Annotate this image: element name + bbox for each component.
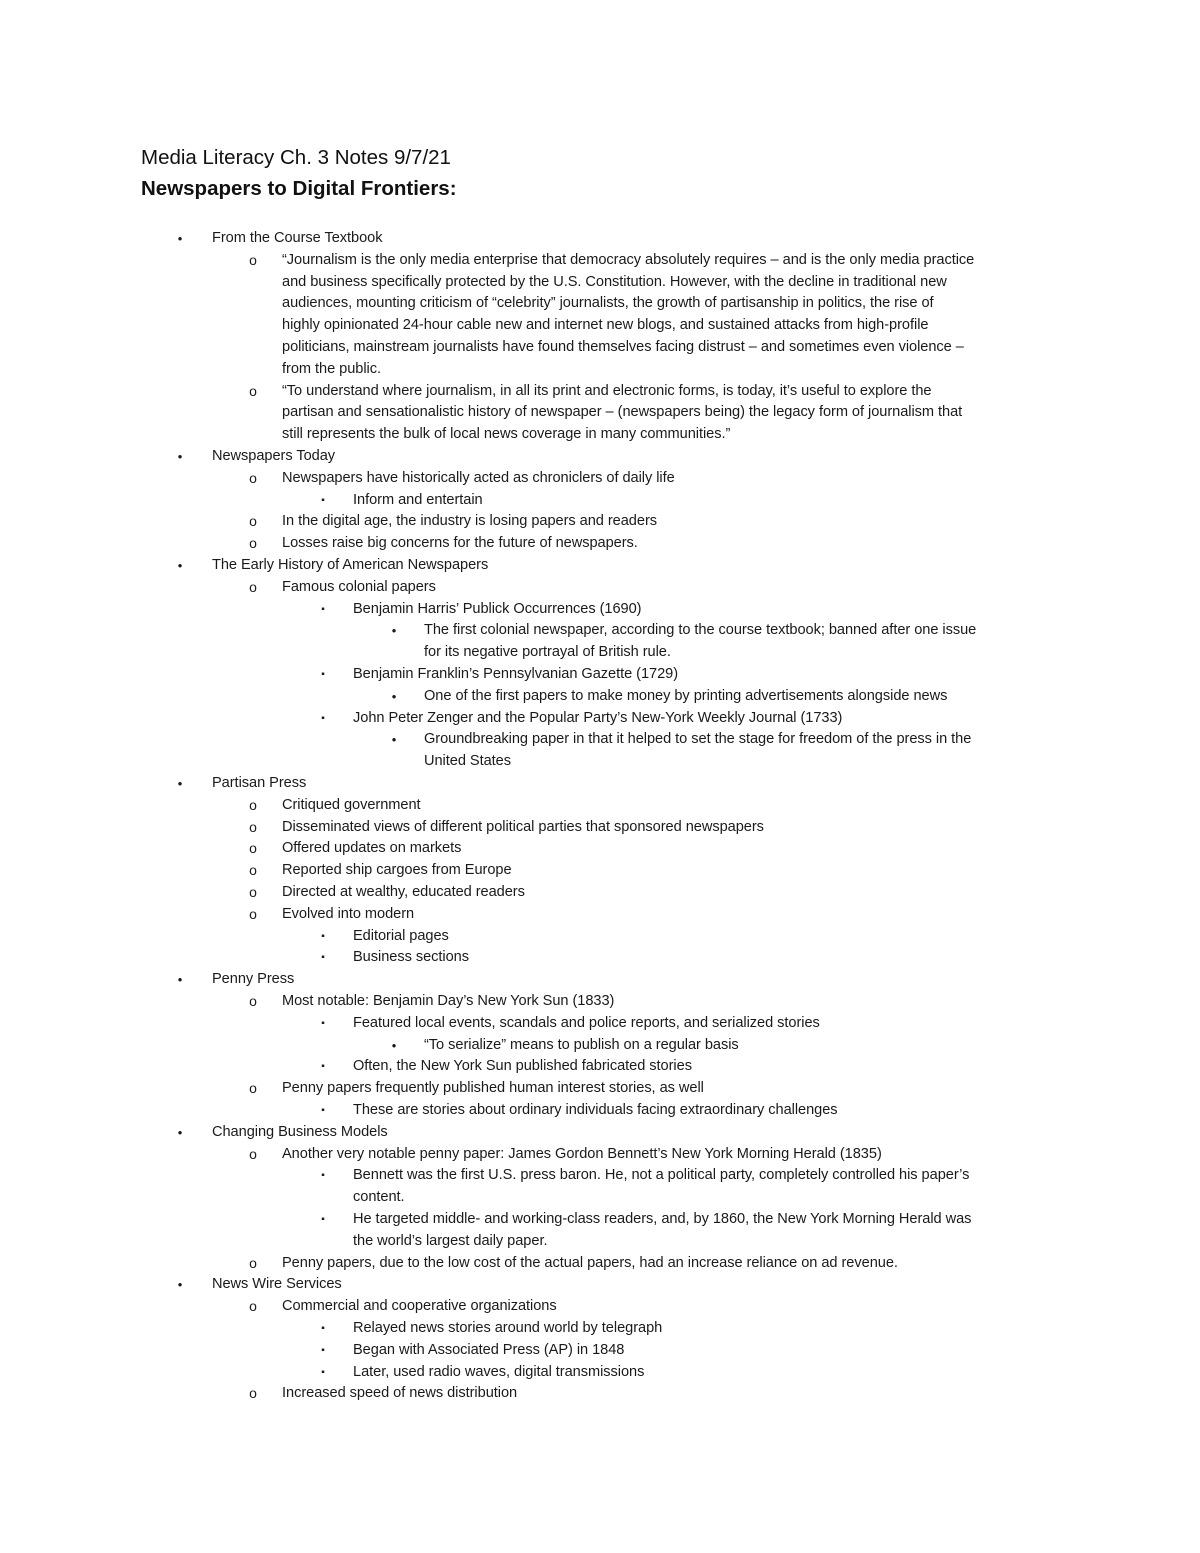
outline-line-level-2: Disseminated views of different political parties that sponsored newspapers xyxy=(282,818,764,835)
outline-line-level-2: Evolved into modern xyxy=(282,905,415,922)
bullet-marker: ▪ xyxy=(321,1344,325,1356)
bullet-marker: o xyxy=(249,840,257,857)
bullet-marker: • xyxy=(177,231,183,246)
outline-line-level-2: partisan and sensationalistic history of newspaper – (newspapers being) the legacy form of journalism that xyxy=(282,404,963,421)
bullet-marker: • xyxy=(391,688,397,704)
bullet-marker: • xyxy=(391,732,397,748)
outline-line-level-1: Changing Business Models xyxy=(212,1123,388,1140)
bullet-marker: o xyxy=(249,993,257,1009)
outline-line-level-1: The Early History of American Newspapers xyxy=(212,557,489,573)
bullet-marker: o xyxy=(249,578,257,595)
outline-line-level-3: content. xyxy=(353,1189,405,1206)
outline-line-level-2: Another very notable penny paper: James Gordon Bennett’s New York Morning Herald (1835) xyxy=(282,1145,882,1162)
outline-line-level-1: From the Course Textbook xyxy=(212,230,383,246)
bullet-marker: o xyxy=(249,1298,257,1315)
outline-line-level-2: and business specifically protected by the U.S. Constitution. However, with the decline in traditional new xyxy=(282,273,947,290)
outline-line-level-2: Critiqued government xyxy=(282,796,421,813)
outline-line-level-3: These are stories about ordinary individuals facing extraordinary challenges xyxy=(353,1102,838,1118)
bullet-marker: ▪ xyxy=(321,1105,325,1116)
outline-line-level-2: highly opinionated 24-hour cable new and internet new blogs, and sustained attacks from high-profile xyxy=(282,317,929,334)
outline-line-level-2: from the public. xyxy=(282,360,381,377)
outline-line-level-4: The first colonial newspaper, according to the course textbook; banned after one issue xyxy=(424,622,977,639)
outline-line-level-3: Relayed news stories around world by telegraph xyxy=(353,1320,663,1336)
bullet-marker: ▪ xyxy=(321,1214,325,1225)
outline-line-level-3: Featured local events, scandals and police reports, and serialized stories xyxy=(353,1014,820,1031)
outline-line-level-2: “Journalism is the only media enterprise that democracy absolutely requires – and is the only media practice xyxy=(282,251,975,268)
outline-line-level-2: Penny papers, due to the low cost of the actual papers, had an increase reliance on ad revenue. xyxy=(282,1254,898,1271)
outline-line-level-3: He targeted middle- and working-class readers, and, by 1860, the New York Morning Herald was xyxy=(353,1211,972,1227)
bullet-marker: o xyxy=(249,251,257,268)
bullet-marker: o xyxy=(249,884,257,900)
bullet-marker: o xyxy=(249,796,257,813)
outline-line-level-4: for its negative portrayal of British rule. xyxy=(424,644,671,661)
outline-line-level-2: Famous colonial papers xyxy=(282,578,436,595)
outline-line-level-1: Partisan Press xyxy=(212,775,307,791)
outline-line-level-4: One of the first papers to make money by printing advertisements alongside news xyxy=(424,687,948,704)
outline-line-level-3: Benjamin Harris’ Publick Occurrences (1690) xyxy=(353,600,642,617)
outline-line-level-2: Increased speed of news distribution xyxy=(282,1385,518,1402)
bullet-marker: • xyxy=(177,1277,183,1293)
outline-line-level-3: Business sections xyxy=(353,949,469,966)
outline-line-level-3: John Peter Zenger and the Popular Party’s New-York Weekly Journal (1733) xyxy=(353,709,843,726)
bullet-marker: o xyxy=(249,905,257,922)
bullet-marker: • xyxy=(391,1037,397,1053)
outline-line-level-3: Inform and entertain xyxy=(353,491,483,508)
outline-line-level-3: Later, used radio waves, digital transmissions xyxy=(353,1363,645,1380)
outline-line-level-2: Penny papers frequently published human interest stories, as well xyxy=(282,1080,704,1097)
bullet-marker: ▪ xyxy=(321,1017,325,1029)
bullet-marker: o xyxy=(249,469,257,486)
bullet-marker: ▪ xyxy=(321,1061,325,1073)
outline-line-level-3: Often, the New York Sun published fabricated stories xyxy=(353,1058,692,1075)
bullet-marker: o xyxy=(249,1254,257,1271)
bullet-marker: • xyxy=(391,623,397,639)
outline-line-level-4: “To serialize” means to publish on a regular basis xyxy=(424,1036,739,1053)
outline-line-level-2: Newspapers have historically acted as chroniclers of daily life xyxy=(282,469,675,486)
outline-line-level-1: Newspapers Today xyxy=(212,448,336,464)
outline-line-level-2: Losses raise big concerns for the future of newspapers. xyxy=(282,535,638,552)
bullet-marker: ▪ xyxy=(321,712,325,724)
outline-line-level-3: Bennett was the first U.S. press baron. He, not a political party, completely controlled his paper’s xyxy=(353,1167,970,1184)
bullet-marker: o xyxy=(249,818,257,835)
outline-line-level-1: Penny Press xyxy=(212,971,295,988)
outline-line-level-2: Offered updates on markets xyxy=(282,840,462,857)
outline-line-level-2: “To understand where journalism, in all its print and electronic forms, is today, it’s useful to explore the xyxy=(282,382,932,399)
bullet-marker: ▪ xyxy=(321,669,325,680)
page-subtitle: Newspapers to Digital Frontiers: xyxy=(141,177,457,200)
bullet-marker: • xyxy=(177,1124,183,1140)
bullet-marker: o xyxy=(249,1145,257,1162)
bullet-marker: • xyxy=(177,449,183,464)
outline-line-level-2: In the digital age, the industry is losing papers and readers xyxy=(282,513,657,530)
outline-line-level-1: News Wire Services xyxy=(212,1276,342,1293)
bullet-marker: o xyxy=(249,382,257,399)
bullet-marker: ▪ xyxy=(321,1170,325,1182)
bullet-marker: ▪ xyxy=(321,930,325,942)
bullet-marker: ▪ xyxy=(321,603,325,615)
bullet-marker: o xyxy=(249,1385,257,1402)
outline-line-level-2: still represents the bulk of local news coverage in many communities.” xyxy=(282,426,731,443)
outline-line-level-4: United States xyxy=(424,753,511,770)
bullet-marker: • xyxy=(177,558,183,573)
bullet-marker: • xyxy=(177,776,183,791)
outline-line-level-3: Benjamin Franklin’s Pennsylvanian Gazette (1729) xyxy=(353,666,679,682)
outline-line-level-3: Began with Associated Press (AP) in 1848 xyxy=(353,1341,625,1358)
page-title: Media Literacy Ch. 3 Notes 9/7/21 xyxy=(141,146,451,169)
outline-line-level-4: Groundbreaking paper in that it helped to set the stage for freedom of the press in the xyxy=(424,731,972,748)
bullet-marker: ▪ xyxy=(321,952,325,964)
outline-line-level-2: Reported ship cargoes from Europe xyxy=(282,862,512,879)
bullet-marker: • xyxy=(177,972,183,988)
bullet-marker: o xyxy=(249,513,257,530)
bullet-marker: o xyxy=(249,535,257,552)
outline-line-level-2: Directed at wealthy, educated readers xyxy=(282,884,525,900)
outline-line-level-3: Editorial pages xyxy=(353,927,449,944)
bullet-marker: ▪ xyxy=(321,1366,325,1378)
bullet-marker: o xyxy=(249,1080,257,1097)
bullet-marker: o xyxy=(249,862,257,879)
outline-line-level-2: Most notable: Benjamin Day’s New York Sun (1833) xyxy=(282,993,615,1009)
bullet-marker: ▪ xyxy=(321,494,325,506)
outline-line-level-2: audiences, mounting criticism of “celebrity” journalists, the growth of partisanship in politics, the rise of xyxy=(282,295,934,312)
outline-line-level-2: politicians, mainstream journalists have found themselves facing distrust – and sometimes even violence – xyxy=(282,339,964,355)
bullet-marker: ▪ xyxy=(321,1323,325,1334)
outline-line-level-3: the world’s largest daily paper. xyxy=(353,1232,548,1249)
outline-line-level-2: Commercial and cooperative organizations xyxy=(282,1298,557,1315)
